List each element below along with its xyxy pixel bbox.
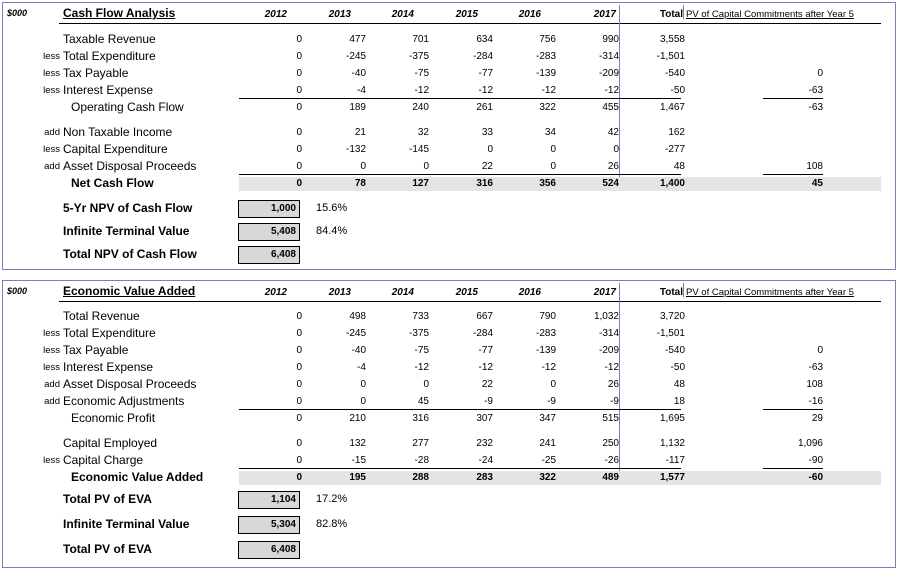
year-value-cell: 78 [354,178,366,189]
year-header: 2012 [264,9,287,20]
year-header: 2015 [455,287,478,298]
row-operator: add [44,127,60,138]
year-value-cell: -209 [598,68,619,79]
summary-value-box: 6,408 [238,246,300,264]
year-value-cell: 42 [607,127,619,138]
row-label: Total Revenue [63,309,140,323]
year-value-cell: 45 [417,396,429,407]
eva-title: Economic Value Added [63,284,196,298]
subtotal-rule [763,409,823,410]
total-header: Total [659,287,683,298]
table-row [3,100,897,116]
year-value-cell: 477 [349,34,366,45]
pv-cell: 0 [817,345,823,356]
total-cell: -50 [670,85,685,96]
total-cell: -117 [665,455,685,466]
summary-value-box: 5,304 [238,516,300,534]
year-value-cell: 0 [360,161,366,172]
year-value-cell: 195 [349,472,366,483]
year-value-cell: 0 [296,51,302,62]
year-value-cell: 0 [296,68,302,79]
pv-cell: 0 [817,68,823,79]
row-operator: less [43,51,60,62]
pv-cell: 108 [806,379,823,390]
row-label: Tax Payable [63,66,129,80]
year-value-cell: 0 [296,455,302,466]
summary-value-box: 6,408 [238,541,300,559]
summary-percent: 15.6% [316,202,348,214]
subtotal-rule [239,409,681,410]
pv-cell: 1,096 [797,438,823,449]
summary-value-box: 1,000 [238,200,300,218]
year-value-cell: -283 [535,51,556,62]
year-value-cell: 0 [423,161,429,172]
table-row [3,32,897,48]
year-value-cell: -75 [414,68,429,79]
year-value-cell: 0 [423,379,429,390]
year-header: 2016 [518,9,541,20]
year-value-cell: 733 [412,311,429,322]
column-divider [683,5,684,19]
row-label: Non Taxable Income [63,125,173,139]
row-label: Net Cash Flow [71,176,154,190]
year-value-cell: 22 [481,379,493,390]
row-label: Asset Disposal Proceeds [63,377,197,391]
year-value-cell: 347 [539,413,556,424]
year-value-cell: 22 [481,161,493,172]
total-cell: 3,558 [659,34,685,45]
summary-value-box: 5,408 [238,223,300,241]
year-value-cell: 498 [349,311,366,322]
table-row [3,411,897,427]
year-value-cell: -284 [472,328,493,339]
row-label: Asset Disposal Proceeds [63,159,197,173]
year-value-cell: -26 [604,455,619,466]
year-value-cell: 0 [296,362,302,373]
summary-label: 5-Yr NPV of Cash Flow [63,201,193,215]
row-label: Interest Expense [63,360,154,374]
total-cell: -1,501 [656,51,685,62]
total-cell: 1,467 [659,102,685,113]
year-value-cell: 701 [412,34,429,45]
year-value-cell: 210 [349,413,366,424]
row-label: Economic Profit [71,411,156,425]
year-header: 2013 [328,287,351,298]
year-value-cell: 26 [607,161,619,172]
year-value-cell: 0 [296,144,302,155]
year-value-cell: -12 [604,85,619,96]
total-cell: -50 [670,362,685,373]
summary-label: Infinite Terminal Value [63,517,190,531]
year-value-cell: 0 [296,311,302,322]
total-cell: 3,720 [659,311,685,322]
year-value-cell: 0 [296,85,302,96]
year-value-cell: -4 [357,85,366,96]
year-value-cell: -40 [351,345,366,356]
table-row [3,309,897,325]
year-value-cell: 0 [296,379,302,390]
year-value-cell: 322 [539,102,556,113]
year-value-cell: 240 [412,102,429,113]
year-value-cell: -9 [610,396,619,407]
year-value-cell: 288 [412,472,429,483]
row-operator: less [43,455,60,466]
total-cell: 48 [673,161,685,172]
pv-header: PV of Capital Commitments after Year 5 [686,287,854,298]
year-value-cell: 316 [476,178,493,189]
year-value-cell: -375 [408,51,429,62]
year-header: 2016 [518,287,541,298]
summary-label: Total NPV of Cash Flow [63,247,197,261]
row-operator: add [44,379,60,390]
pv-cell: 45 [811,178,823,189]
year-value-cell: 756 [539,34,556,45]
summary-percent: 17.2% [316,493,348,505]
year-value-cell: -4 [357,362,366,373]
year-value-cell: 0 [296,328,302,339]
table-row [3,343,897,359]
year-value-cell: 455 [602,102,619,113]
year-value-cell: 0 [296,34,302,45]
year-value-cell: -12 [541,85,556,96]
year-value-cell: 322 [539,472,556,483]
year-value-cell: 277 [412,438,429,449]
year-value-cell: 634 [476,34,493,45]
year-value-cell: 0 [296,178,302,189]
table-row [3,125,897,141]
row-operator: less [43,144,60,155]
year-value-cell: -245 [345,51,366,62]
pv-cell: -60 [808,472,823,483]
summary-percent: 82.8% [316,518,348,530]
year-value-cell: 189 [349,102,366,113]
year-value-cell: 524 [602,178,619,189]
year-value-cell: -139 [535,345,556,356]
year-value-cell: -15 [351,455,366,466]
year-value-cell: 241 [539,438,556,449]
table-row [3,470,897,486]
total-cell: 1,132 [659,438,685,449]
total-cell: -277 [664,144,685,155]
year-value-cell: 283 [476,472,493,483]
subtotal-rule [239,98,681,99]
year-value-cell: 0 [296,472,302,483]
table-row [3,453,897,469]
year-value-cell: 1,032 [593,311,619,322]
subtotal-rule [763,174,823,175]
year-value-cell: 0 [487,144,493,155]
total-cell: 162 [668,127,685,138]
table-row [3,377,897,393]
year-value-cell: -132 [345,144,366,155]
total-cell: -1,501 [656,328,685,339]
row-label: Capital Charge [63,453,144,467]
total-cell: 48 [673,379,685,390]
subtotal-rule [239,174,681,175]
year-value-cell: -77 [478,345,493,356]
table-row [3,49,897,65]
row-operator: less [43,345,60,356]
year-value-cell: -284 [472,51,493,62]
pv-cell: 29 [811,413,823,424]
pv-cell: -63 [808,85,823,96]
row-operator: less [43,362,60,373]
year-value-cell: -9 [484,396,493,407]
year-value-cell: -12 [478,85,493,96]
year-value-cell: 316 [412,413,429,424]
pv-cell: -90 [808,455,823,466]
year-value-cell: -75 [414,345,429,356]
pv-cell: -63 [808,102,823,113]
summary-label: Total PV of EVA [63,542,152,556]
year-value-cell: 34 [544,127,556,138]
summary-label: Infinite Terminal Value [63,224,190,238]
year-value-cell: 232 [476,438,493,449]
total-cell: -540 [664,345,685,356]
year-value-cell: -12 [604,362,619,373]
year-value-cell: 0 [360,396,366,407]
row-label: Total Expenditure [63,326,156,340]
row-label: Operating Cash Flow [71,100,184,114]
table-row [3,394,897,410]
year-header: 2017 [593,9,616,20]
year-value-cell: 32 [417,127,429,138]
row-label: Capital Expenditure [63,142,168,156]
year-header: 2012 [264,287,287,298]
table-row [3,436,897,452]
year-value-cell: 0 [360,379,366,390]
year-value-cell: -12 [541,362,556,373]
row-label: Economic Value Added [71,470,204,484]
year-value-cell: 132 [349,438,366,449]
total-cell: 1,577 [659,472,685,483]
row-label: Taxable Revenue [63,32,156,46]
year-value-cell: 0 [296,413,302,424]
year-header: 2017 [593,287,616,298]
year-value-cell: 356 [539,178,556,189]
year-value-cell: 0 [550,161,556,172]
year-value-cell: -12 [414,362,429,373]
year-value-cell: 515 [602,413,619,424]
year-value-cell: -283 [535,328,556,339]
year-header: 2014 [391,287,414,298]
column-divider [683,283,684,297]
year-value-cell: -314 [598,328,619,339]
year-value-cell: 0 [296,438,302,449]
year-value-cell: 0 [296,345,302,356]
row-label: Capital Employed [63,436,158,450]
year-value-cell: 667 [476,311,493,322]
total-header: Total [659,9,683,20]
pv-header: PV of Capital Commitments after Year 5 [686,9,854,20]
cash-flow-title: Cash Flow Analysis [63,6,176,20]
year-value-cell: -145 [408,144,429,155]
summary-label: Total PV of EVA [63,492,152,506]
row-label: Interest Expense [63,83,154,97]
year-value-cell: -314 [598,51,619,62]
year-value-cell: -77 [478,68,493,79]
total-cell: 1,695 [659,413,685,424]
year-value-cell: 0 [296,396,302,407]
year-value-cell: -12 [478,362,493,373]
table-row [3,83,897,99]
year-value-cell: 0 [613,144,619,155]
unit-label: $000 [7,286,28,296]
header-rule [59,301,881,302]
year-value-cell: 33 [481,127,493,138]
summary-value-box: 1,104 [238,491,300,509]
year-value-cell: 0 [550,379,556,390]
table-row [3,142,897,158]
year-value-cell: 489 [602,472,619,483]
year-value-cell: 261 [476,102,493,113]
total-cell: -540 [664,68,685,79]
year-value-cell: -139 [535,68,556,79]
table-row [3,176,897,192]
table-row [3,159,897,175]
year-value-cell: -28 [414,455,429,466]
total-cell: 18 [673,396,685,407]
year-value-cell: -24 [478,455,493,466]
year-header: 2015 [455,9,478,20]
table-row [3,360,897,376]
year-value-cell: 250 [602,438,619,449]
year-value-cell: 21 [354,127,366,138]
table-row [3,66,897,82]
year-header: 2014 [391,9,414,20]
pv-cell: -63 [808,362,823,373]
row-label: Total Expenditure [63,49,156,63]
summary-percent: 84.4% [316,225,348,237]
year-value-cell: 0 [296,102,302,113]
year-value-cell: -12 [414,85,429,96]
header-rule [59,23,881,24]
row-label: Economic Adjustments [63,394,185,408]
subtotal-rule [763,98,823,99]
year-value-cell: 990 [602,34,619,45]
subtotal-rule [763,468,823,469]
year-value-cell: -375 [408,328,429,339]
unit-label: $000 [7,8,28,18]
subtotal-rule [239,468,681,469]
total-cell: 1,400 [659,178,685,189]
year-value-cell: 127 [412,178,429,189]
year-value-cell: 0 [550,144,556,155]
year-value-cell: 790 [539,311,556,322]
row-operator: less [43,328,60,339]
pv-cell: -16 [808,396,823,407]
row-operator: less [43,85,60,96]
year-value-cell: -245 [345,328,366,339]
row-operator: less [43,68,60,79]
year-value-cell: -209 [598,345,619,356]
row-operator: add [44,161,60,172]
year-value-cell: -9 [547,396,556,407]
year-value-cell: -40 [351,68,366,79]
year-value-cell: -25 [541,455,556,466]
year-value-cell: 26 [607,379,619,390]
row-operator: add [44,396,60,407]
row-label: Tax Payable [63,343,129,357]
cash-flow-panel [2,2,896,270]
pv-cell: 108 [806,161,823,172]
year-value-cell: 0 [296,161,302,172]
table-row [3,326,897,342]
year-value-cell: 0 [296,127,302,138]
year-header: 2013 [328,9,351,20]
year-value-cell: 307 [476,413,493,424]
eva-panel [2,280,896,568]
